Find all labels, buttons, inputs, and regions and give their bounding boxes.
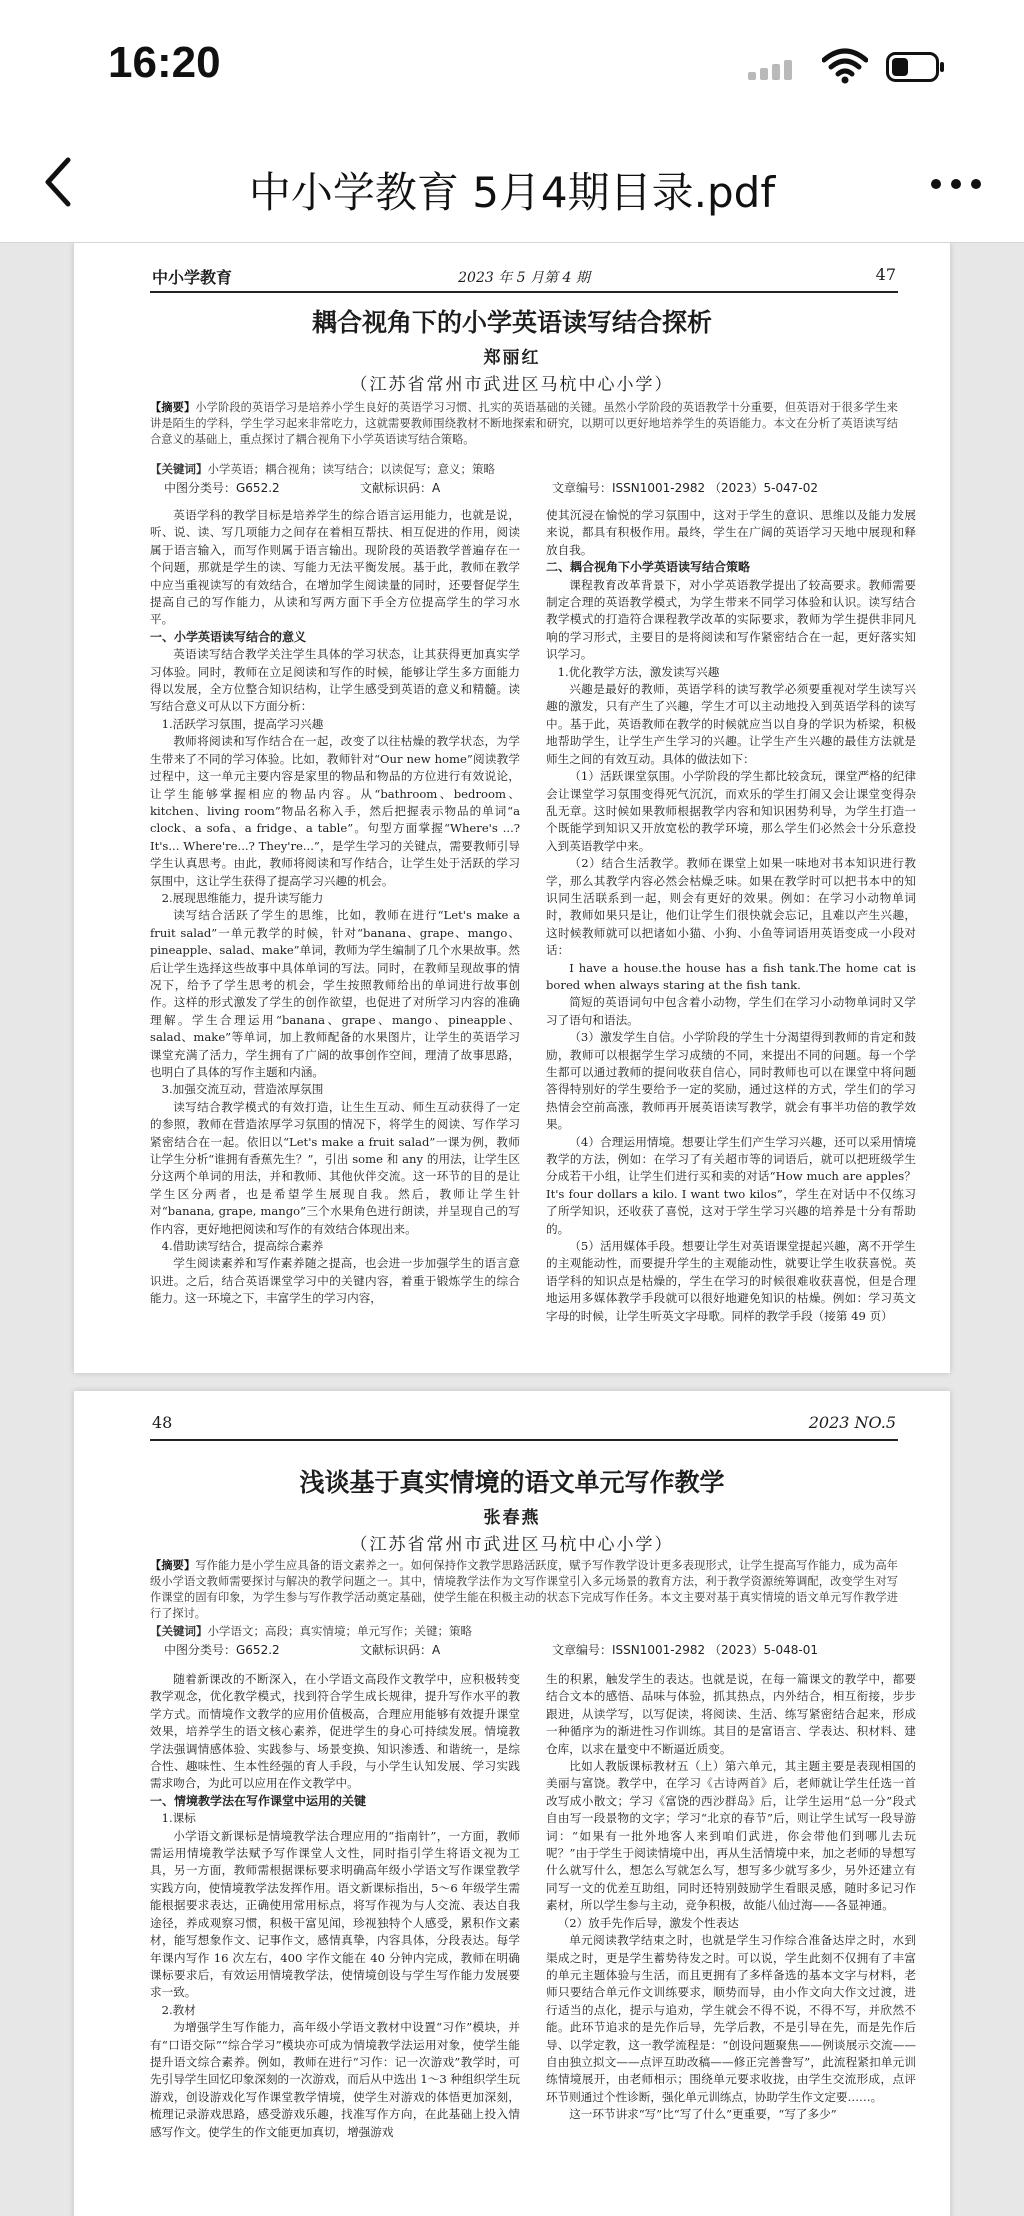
body-paragraph: 课程教育改革背景下，对小学英语教学提出了较高要求。教师需要制定合理的英语教学模式，为学生带来不同学习体验和认识。读写结合教学模式的打造符合课程教学改革的实际要求，教师为学生提供非同凡响的学习形式，主要目的是将阅读和写作紧密结合在一起，更好落实知识学习。 — [546, 577, 916, 662]
abstract-label: 【摘要】 — [150, 1558, 196, 1572]
subsection-heading: 2.展现思维能力，提升读写能力 — [161, 890, 324, 905]
journal-name: 中小学教育 — [152, 268, 233, 287]
status-time: 16:20 — [108, 38, 221, 87]
classification-row — [150, 1641, 898, 1659]
body-paragraph: 英语读写结合教学关注学生具体的学习状态，让其获得更加真实学习体验。同时，教师在立足阅读和写作的时候，能够让学生多方面能力得以发展，全方位整合知识结构，让学生感受到英语的意义和精髓。读写结合意义可从以下方面分析： — [150, 647, 520, 714]
section-heading: 一、小学英语读写结合的意义 — [150, 629, 307, 644]
body-paragraph: I have a house.the house has a fish tank.The home cat is bored when always staring at the fish tank. — [546, 960, 916, 992]
pdf-page-48 — [74, 1391, 950, 2216]
abstract-text: 小学阶段的英语学习是培养小学生良好的英语学习习惯、扎实的英语基础的关键。虽然小学阶段的英语教学十分重要，但英语对于很多学生来讲是陌生的学科，学生学习起来非常吃力，这就需要教师围绕教材不断地探索和研究，以期可以更好地培养学生的英语能力。本文在分析了英语读写结合意义的基础上，重点探讨了耦合视角下小学英语读写结合策略。 — [150, 401, 898, 446]
body-paragraph: 英语学科的教学目标是培养学生的综合语言运用能力，也就是说，听、说、读、写几项能力之间存在着相互帮扶、相互促进的作用，阅读属于语言输入，而写作则属于语言输出。现阶段的英语教学普遍存在一个问题，那就是学生的读、写能力无法平衡发展。基于此，教师在教学中应当重视读写的有效结合，在增加学生阅读量的同时，还要督促学生提高自己的写作能力，从读和写两方面下手全方位提高学生的学习水平。 — [150, 508, 520, 627]
body-paragraph: 生的积累，触发学生的表达。也就是说，在每一篇课文的教学中，都要结合文本的感悟、品味与体验，抓其热点，内外结合，相互衔接，步步跟进，从读学写，以写促读，将阅读、生活、练写紧密结合起来，形成一种循序为的渐进性习作训练。其目的是富语言、学表达、积材料、建仓库，以求在量变中不断逼近质变。 — [546, 1672, 916, 1756]
article-number: 文章编号：ISSN1001-2982 （2023）5-047-02 — [552, 481, 818, 495]
abstract — [150, 399, 898, 448]
keywords-label: 【关键词】 — [150, 1624, 208, 1638]
class-number: 中图分类号：G652.2 — [164, 481, 280, 495]
section-heading: 一、情境教学法在写作课堂中运用的关键 — [150, 1793, 367, 1808]
body-paragraph: 小学语文新课标是情境教学法合理应用的“指南针”，一方面，教师需运用情境教学法赋予写作课堂人文性，同时指引学生将语文视为工具，另一方面，教师需根据课标要求明确高年级小学语文写作课堂教学实践方向，使情境教学法发挥作用。语文新课标指出，5～6 年级学生需能根据要求表达，正确使用常用标点，将写作视为与人交流、表达自我途径，养成观察习惯，积极干富见闻，珍视独特个人感受，累积作文素材，能写想象作文、记事作文，感情真挚，内容具体，分段表达。每学年课内写作 16 次左右，400 字作文能在 40 分钟内完成，教师在明确课标要求后，有效运用情境教学法，使情境创设与学生写作能力发展要求一致。 — [150, 1828, 520, 2000]
article-title: 浅谈基于真实情境的语文单元写作教学 — [299, 1468, 725, 1497]
document-title: 中小学教育 5月4期目录.pdf — [248, 168, 776, 217]
more-horizontal-icon[interactable] — [926, 164, 986, 204]
left-column — [150, 507, 520, 1359]
abstract-text: 写作能力是小学生应具备的语文素养之一。如何保持作文教学思路活跃度，赋予写作教学设计更多表现形式，让学生提高写作能力，成为高年级小学语文教师需要探讨与解决的教学问题之一。其中，情境教学法作为文写作课堂引入多元场景的教育方法，利于教学资源统筹调配，改变学生对写作课堂的固有印象，为学生参与写作教学活动奠定基础，使学生能在积极主动的状态下完成写作任务。本文主要对基于真实情境的语文单元写作教学进行了探讨。 — [150, 1559, 898, 1620]
page-header — [150, 1407, 898, 1441]
body-paragraph: （4）合理运用情境。想要让学生们产生学习兴趣，还可以采用情境教学的方法，例如：在学习了有关超市等的词语后，就可以把班级学生分成若干小组，让学生们进行买和卖的对话“How much are apples？ It's four dollars a kilo. I want two kilos”，学生在对话中不仅练习了所学知识，还收获了喜悦，这对于学生学习兴趣的培养是十分有帮助的。 — [546, 1134, 916, 1236]
issue-info: 2023 NO.5 — [808, 1413, 896, 1432]
classification-row — [150, 479, 898, 497]
body-paragraph: 使其沉浸在愉悦的学习氛围中，这对于学生的意识、思维以及能力发展来说，都具有积极作用。最终，学生在广阔的英语学习天地中展现和释放自我。 — [546, 508, 916, 557]
article-author: 张春燕 — [483, 1508, 541, 1528]
body-paragraph: 教师将阅读和写作结合在一起，改变了以往枯燥的教学状态，为学生带来了不同的学习体验。比如，教师针对“Our new home”阅读教学过程中，这一单元主要内容是家里的物品和物品的方位进行有效说论，让学生能够掌握相应的物品内容。从“bathroom、bedroom、kitchen、living room”物品名称入手，然后把握表示物品的单词“a clock、a sofa、a fridge、a table”。句型方面掌握“Where's ...? It's... Where're...? They're...”，是学生学习的关键点，需要教师引导学生认真思考。由此，教师将阅读和写作结合，让学生处于活跃的学习氛围中，这让学生获得了提高学习兴趣的机会。 — [150, 734, 520, 888]
battery-icon — [886, 52, 946, 82]
article-affiliation: （江苏省常州市武进区马杭中心小学） — [350, 375, 674, 395]
keywords-text: 小学语文；高段；真实情境；单元写作；关键；策略 — [207, 1624, 472, 1638]
keywords — [150, 461, 898, 477]
subsection-heading: 1.课标 — [161, 1811, 196, 1826]
keywords — [150, 1623, 898, 1639]
body-paragraph: 单元阅读教学结束之时，也就是学生习作综合准备达岸之时，水到渠成之时，更是学生蓄势待发之时。可以说，学生此刻不仅拥有了丰富的单元主题体验与生活，而且更拥有了多样备选的基本文字与材料，老师只要结合单元作文训练要求，顺势而导，由小作文向大作文过渡，进行适当的点化，提示与追劝，学生就会不得不说，不得不写，并欣然不能。此环节追求的是先作后导，先学后教，不是引导在先，而是先作后导、以学定教，这一教学流程是：“创设问题聚焦——例谈展示交流——自由独立拟文——点评互助改稿——修正完善誊写”，此流程紧扣单元训练情境展开，由老师相示；围绕单元要求收拢，由学生交流形成，点评环节则通过个性诊断，强化单元训练点，协助学生作文定要……。 — [546, 1933, 916, 2104]
class-number: 中图分类号：G652.2 — [164, 1643, 280, 1657]
wifi-icon — [822, 48, 868, 84]
keywords-text: 小学英语；耦合视角；读写结合；以读促写；意义；策略 — [207, 462, 495, 476]
page-header — [150, 259, 898, 293]
body-paragraph: 简短的英语词句中包含着小动物，学生们在学习小动物单词时又学习了语句和语法。 — [546, 995, 916, 1027]
subsection-heading: 3.加强交流互动，营造浓厚氛围 — [161, 1082, 324, 1097]
body-paragraph: 学生阅读素养和写作素养随之提高，也会进一步加强学生的语言意识进。之后，结合英语课堂学习中的关键内容，着重于锻炼学生的综合能力。这一环境之下，丰富学生的学习内容， — [150, 1256, 520, 1306]
status-bar — [0, 0, 1024, 140]
document-code: 文献标识码：A — [360, 1643, 441, 1657]
subsection-heading: 1.优化教学方法，激发读写兴趣 — [557, 664, 720, 679]
pdf-viewer[interactable] — [0, 243, 1024, 2216]
right-column — [546, 1671, 916, 2216]
right-column — [546, 507, 916, 1359]
body-paragraph: 读写结合活跃了学生的思维，比如，教师在进行“Let's make a fruit salad”一单元教学的时候，针对“banana、grape、mango、pineapple、salad、make”单词，教师为学生编制了几个水果故事。然后让学生选择这些故事中具体单词的写法。同时，在教师呈现故事的情况下，给予了学生思考的机会，学生按照教师给出的单词进行故事创作。这样的形式激发了学生的创作欲望，也促进了对所学习内容的准确理解。学生合理运用“banana、grape、mango、pineapple、salad、make”等单词，加上教师配备的水果图片，让学生的英语学习课堂充满了活力，学生拥有了广阔的故事创作空间，理清了故事思路，也明白了具体的写作主题和内涵。 — [150, 908, 520, 1079]
cellular-signal-icon — [748, 60, 796, 80]
document-code: 文献标识码：A — [360, 481, 441, 495]
chevron-left-icon[interactable] — [38, 152, 78, 212]
nav-bar — [0, 140, 1024, 243]
article-affiliation: （江苏省常州市武进区马杭中心小学） — [350, 1535, 674, 1555]
subsection-heading: 1.活跃学习氛围，提高学习兴趣 — [161, 716, 324, 731]
article-author: 郑丽红 — [483, 348, 541, 368]
body-paragraph: 为增强学生写作能力，高年级小学语文教材中设置“习作”模块，并有“口语交际”“综合学习”模块亦可成为情境教学法运用对象，使学生能提升语文综合素养。例如，教师在进行“习作：记一次游戏”教学时，可先引导学生回忆印象深刻的一次游戏，而后从中选出 1～3 种组织学生玩游戏，创设游戏化写作课堂教学情境，使学生对游戏的体悟更加深刻，梳理记录游戏思路，感受游戏乐趣，找准写作方向，在此基础上投入情感写作文。使学生的作文能更加真切，增强游戏 — [150, 2020, 520, 2139]
issue-info: 2023 年 5 月第 4 期 — [458, 270, 590, 286]
left-column — [150, 1671, 520, 2216]
keywords-label: 【关键词】 — [150, 462, 208, 476]
page-number: 47 — [875, 265, 896, 284]
body-paragraph: （1）活跃课堂氛围。小学阶段的学生都比较贪玩，课堂严格的纪律会让课堂学习氛围变得死气沉沉，而欢乐的学生打闹又会让课堂变得杂乱无章。这时候如果教师根据教学内容和知识困势利导，为学生打造一个既能学到知识又开放宽松的教学环境，那么学生们必然会十分乐意投入到英语教学中来。 — [546, 769, 916, 853]
body-paragraph: （2）结合生活教学。教师在课堂上如果一味地对书本知识进行教学，那么其教学内容必然会枯燥乏味。如果在教学时可以把书本中的知识同生活联系到一起，则会有更好的效果。例如：在学习小动物单词时，教师如果只是让，他们让学生们很快就会忘记，且难以产生兴趣，这时候教师就可以把诸如小猫、小狗、小鱼等词语用英语变成一小段对话： — [546, 856, 916, 958]
body-paragraph: 比如人教版课标教材五（上）第六单元，其主题主要是表现相国的美丽与富饶。教学中，在学习《古诗两首》后，老师就让学生任选一首改写成小散文；学习《富饶的西沙群岛》后，让学生运用“总一分”段式自由写一段景物的文字；学习“北京的春节”后，则让学生试写一段导游词：“如果有一批外地客人来到咱们武进，你会带他们到哪儿去玩呢？”由于学生于阅读情境中出，再从生活情境中来，加之老师的导想写什么就写什么，想怎么写就怎么写，想写多少就写多少，另外还建立有同写一文的优差互助组，同时还特别鼓励学生看眼灵感，随时多记习作素材，所以学生参与主动，竞争积极，故能八仙过海——各显神通。 — [546, 1759, 916, 1913]
subsection-heading: 2.教材 — [161, 2002, 196, 2017]
body-paragraph: 这一环节讲求“写”比“写了什么”更重要，“写了多少” — [569, 2107, 837, 2122]
body-paragraph: （5）活用媒体手段。想要让学生对英语课堂提起兴趣，离不开学生的主观能动性，而要提升学生的主观能动性，就要让学生收获喜悦。英语学科的知识点是枯燥的，学生在学习的时候很难收获喜悦，但是合理地运用多媒体教学手段就可以很好地避免知识的枯燥。例如：学习英文字母的时候，让学生听英文字母歌。同样的教学手段（接第 49 页） — [546, 1239, 916, 1323]
body-paragraph: 兴趣是最好的教师，英语学科的读写教学必须要重视对学生读写兴趣的激发，只有产生了兴趣，学生才可以主动地投入到英语学科的读写中。基于此，英语教师在教学的时候就应当以自身的学识为桥梁，积极地帮助学生，让学生产生学习的兴趣。让学生产生兴趣的最佳方法就是师生之间的有效互动。具体的做法如下： — [546, 682, 916, 766]
abstract — [150, 1557, 898, 1622]
subsection-heading: （2）放手先作后导，激发个性表达 — [557, 1915, 739, 1930]
pdf-page-47 — [74, 243, 950, 1373]
body-paragraph: 读写结合教学模式的有效打造，让生生互动、师生互动获得了一定的参照，教师在营造浓厚学习氛围的情况下，将学生的阅读、写作学习紧密结合在一起。依旧以“Let's make a fruit salad”一课为例，教师让学生分析“谁拥有香蕉先生？”，引出 some 和 any 的用法，让学生区分这两个单词的用法，并和教师、其他伙伴交流。这一环节的目的是让学生区分两者，也是希望学生展现自我。然后，教师让学生针对“banana, grape, mango”三个水果角色进行朗读，并呈现自己的写作内容，更好地把阅读和写作的有效结合体现出来。 — [150, 1099, 520, 1236]
abstract-label: 【摘要】 — [150, 400, 196, 414]
article-title: 耦合视角下的小学英语读写结合探析 — [311, 308, 712, 337]
page-number: 48 — [152, 1413, 173, 1432]
section-heading: 二、耦合视角下小学英语读写结合策略 — [546, 560, 751, 575]
body-paragraph: （3）激发学生自信。小学阶段的学生十分渴望得到教师的肯定和鼓励，教师可以根据学生学习成绩的不同，来提出不同的问题。每一个学生都可以通过教师的提问收获自信心，同时教师也可以在课堂中将问题答得特别好的学生要给予一定的奖励，通过这样的方式，学生们的学习热情会空前高涨，教师再开展英语读写教学，就会有事半功倍的教学效果。 — [546, 1030, 916, 1132]
subsection-heading: 4.借助读写结合，提高综合素养 — [161, 1239, 324, 1254]
article-number: 文章编号：ISSN1001-2982 （2023）5-048-01 — [552, 1643, 818, 1657]
body-paragraph: 随着新课改的不断深入，在小学语文高段作文教学中，应积极转变教学观念，优化教学模式，找到符合学生成长规律，提升写作水平的教学方式。而情境作文教学的应用价值极高，合理应用能够有效提升课堂效果，培养学生的语文核心素养，促进学生的身心可持续发展。情境教学法强调情感体验、实践参与、场景变换、知识渗透、和谐统一，是综合性、趣味性、生本性经强的育人手段，与小学生认知发展、学习实践需求吻合，为此可以应用在作文教学中。 — [150, 1672, 520, 1791]
